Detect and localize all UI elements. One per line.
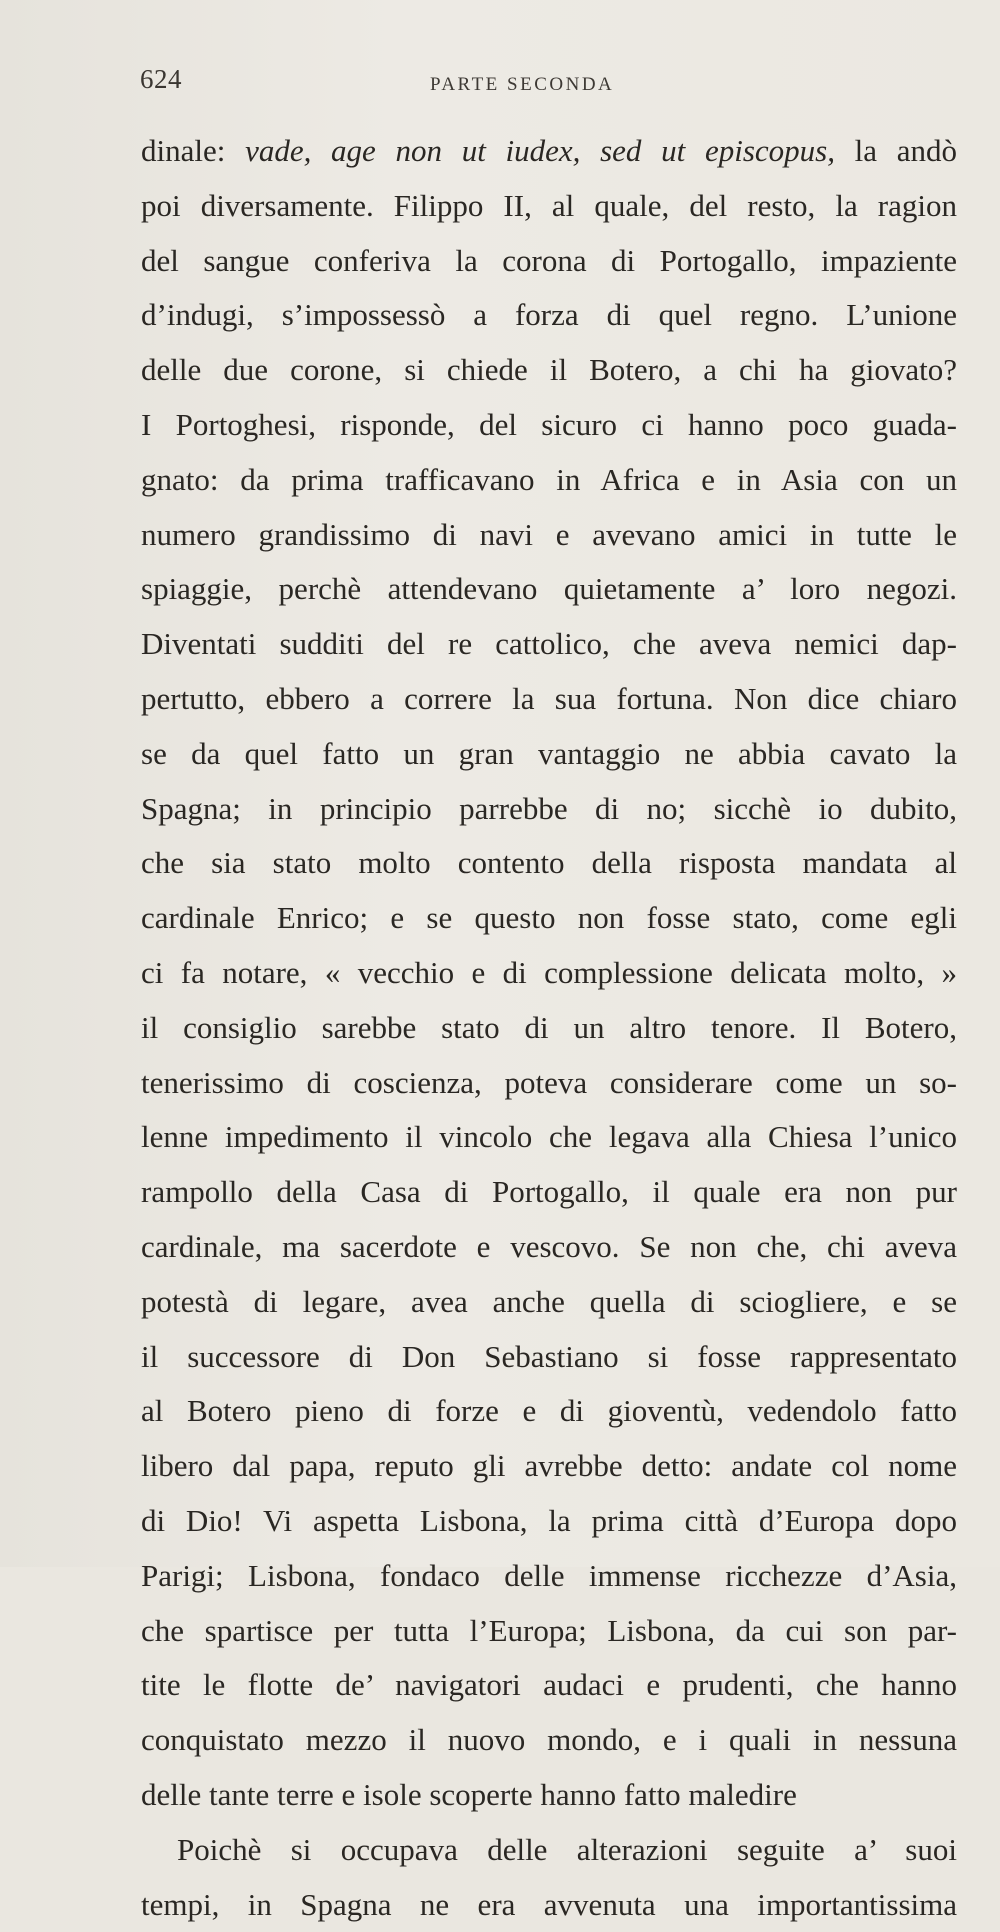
text-line (141, 124, 957, 179)
text-line: numero grandissimo di navi e avevano amici in tutte le (141, 508, 957, 563)
text-line: ci fa notare, « vecchio e di complessione delicata molto, » (141, 946, 957, 1001)
text-line: tempi, in Spagna ne era avvenuta una importantissima (141, 1878, 957, 1932)
page-number: 624 (140, 64, 182, 95)
text-line: delle due corone, si chiede il Botero, a chi ha giovato? (141, 343, 957, 398)
text-line: spiaggie, perchè attendevano quietamente a’ loro negozi. (141, 562, 957, 617)
text-line: che spartisce per tutta l’Europa; Lisbona, da cui son par- (141, 1604, 957, 1659)
text-line: Spagna; in principio parrebbe di no; sicchè io dubito, (141, 782, 957, 837)
text-line: potestà di legare, avea anche quella di sciogliere, e se (141, 1275, 957, 1330)
running-head: PARTE SECONDA (430, 74, 614, 96)
text-line: del sangue conferiva la corona di Portogallo, impaziente (141, 234, 957, 289)
text-line: poi diversamente. Filippo II, al quale, del resto, la ragion (141, 179, 957, 234)
text-line: conquistato mezzo il nuovo mondo, e i quali in nessuna (141, 1713, 957, 1768)
text-line: il successore di Don Sebastiano si fosse rappresentato (141, 1330, 957, 1385)
text-line: tite le flotte de’ navigatori audaci e prudenti, che hanno (141, 1658, 957, 1713)
text-line: rampollo della Casa di Portogallo, il quale era non pur (141, 1165, 957, 1220)
text-line: d’indugi, s’impossessò a forza di quel regno. L’unione (141, 288, 957, 343)
text-line: tenerissimo di coscienza, poteva considerare come un so- (141, 1056, 957, 1111)
latin-quote: vade, age non ut iudex, sed ut episcopus, (245, 133, 835, 168)
text-line: Parigi; Lisbona, fondaco delle immense ricchezze d’Asia, (141, 1549, 957, 1604)
text-line: libero dal papa, reputo gli avrebbe detto: andate col nome (141, 1439, 957, 1494)
paragraph-end-line: delle tante terre e isole scoperte hanno fatto maledire (141, 1768, 957, 1823)
text-segment: dinale: (141, 133, 245, 168)
text-line: che sia stato molto contento della risposta mandata al (141, 836, 957, 891)
text-line: I Portoghesi, risponde, del sicuro ci hanno poco guada- (141, 398, 957, 453)
text-segment: la andò (835, 133, 957, 168)
text-line: se da quel fatto un gran vantaggio ne abbia cavato la (141, 727, 957, 782)
body-text (141, 124, 957, 1932)
text-line: al Botero pieno di forze e di gioventù, vedendolo fatto (141, 1384, 957, 1439)
text-line: gnato: da prima trafficavano in Africa e in Asia con un (141, 453, 957, 508)
text-line: Diventati sudditi del re cattolico, che aveva nemici dap- (141, 617, 957, 672)
text-line: cardinale Enrico; e se questo non fosse stato, come egli (141, 891, 957, 946)
paragraph-start-line: Poichè si occupava delle alterazioni seguite a’ suoi (141, 1823, 957, 1878)
text-line: lenne impedimento il vincolo che legava alla Chiesa l’unico (141, 1110, 957, 1165)
text-line: pertutto, ebbero a correre la sua fortuna. Non dice chiaro (141, 672, 957, 727)
text-line: il consiglio sarebbe stato di un altro tenore. Il Botero, (141, 1001, 957, 1056)
text-line: di Dio! Vi aspetta Lisbona, la prima città d’Europa dopo (141, 1494, 957, 1549)
text-line: cardinale, ma sacerdote e vescovo. Se non che, chi aveva (141, 1220, 957, 1275)
page-header (140, 64, 970, 104)
